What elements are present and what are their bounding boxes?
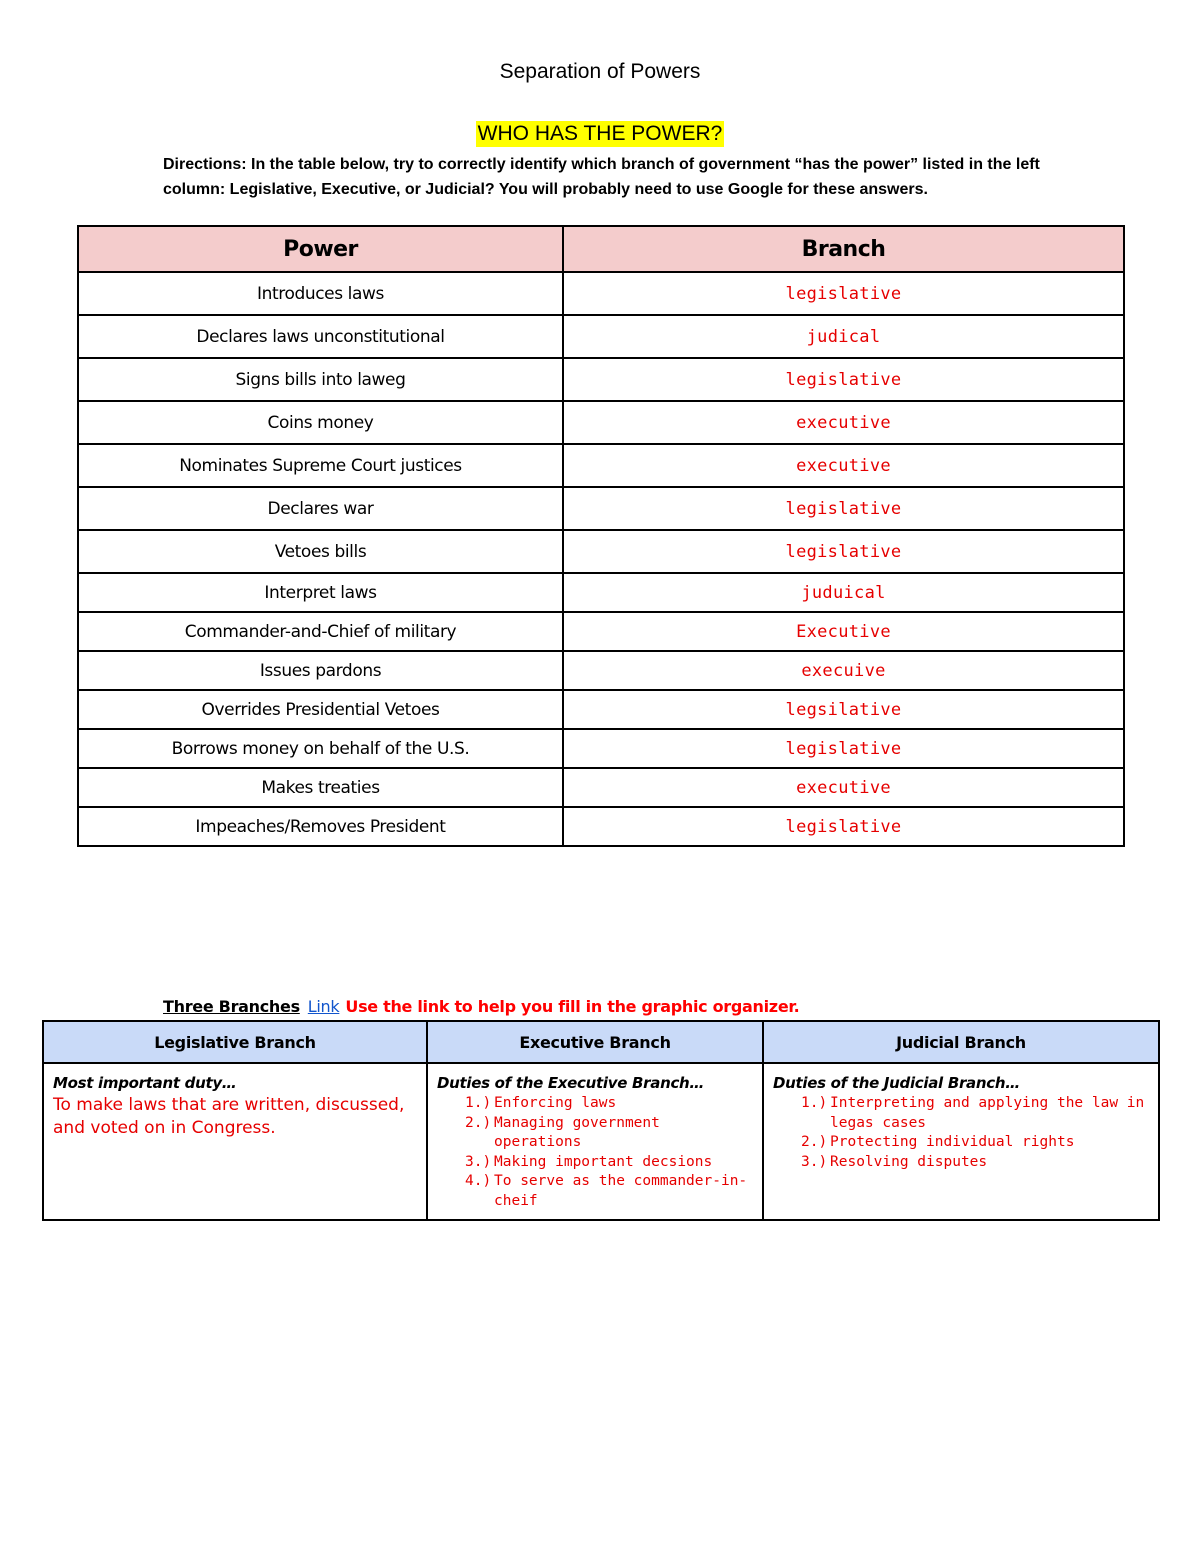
table-row xyxy=(78,768,1124,807)
branch-answer-cell[interactable]: execuive xyxy=(563,651,1124,690)
power-cell: Coins money xyxy=(78,401,563,444)
judicial-duties-list xyxy=(773,1094,1150,1172)
list-item-text: Interpreting and applying the law in legas cases xyxy=(830,1095,1145,1131)
list-number: 2.) xyxy=(465,1114,492,1131)
branches-link[interactable]: Link xyxy=(307,997,340,1016)
graphic-organizer-table xyxy=(42,1020,1160,1221)
document-title: Separation of Powers xyxy=(499,60,701,83)
branch-answer-cell[interactable]: Executive xyxy=(563,612,1124,651)
power-cell: Signs bills into laweg xyxy=(78,358,563,401)
legislative-branch-header: Legislative Branch xyxy=(43,1021,427,1063)
subtitle-wrapper xyxy=(0,121,1200,147)
legislative-cell-heading: Most important duty… xyxy=(53,1074,237,1092)
judicial-branch-header: Judicial Branch xyxy=(763,1021,1159,1063)
table-row xyxy=(78,612,1124,651)
organizer-instruction: Use the link to help you fill in the graphic organizer. xyxy=(345,997,800,1016)
branch-answer-cell[interactable]: executive xyxy=(563,768,1124,807)
executive-branch-header: Executive Branch xyxy=(427,1021,763,1063)
list-item-text: Making important decsions xyxy=(494,1153,713,1170)
directions-text: Directions: In the table below, try to correctly identify which branch of government “has the power” listed in the left column: Legislative, Executive, or Judicial? You will probably need to use Google for these answers. xyxy=(163,156,1040,198)
table-row xyxy=(78,272,1124,315)
list-item xyxy=(437,1114,754,1153)
branch-answer-cell[interactable]: judical xyxy=(563,315,1124,358)
branch-answer-cell[interactable]: legsilative xyxy=(563,690,1124,729)
table-row xyxy=(78,651,1124,690)
list-number: 1.) xyxy=(801,1095,828,1111)
powers-table xyxy=(77,225,1125,847)
table-row xyxy=(78,358,1124,401)
power-cell: Interpret laws xyxy=(78,573,563,612)
branch-answer-cell[interactable]: executive xyxy=(563,401,1124,444)
list-item xyxy=(437,1094,754,1114)
three-branches-label: Three Branches xyxy=(163,997,300,1016)
branch-answer-cell[interactable]: legislative xyxy=(563,729,1124,768)
power-cell: Declares laws unconstitutional xyxy=(78,315,563,358)
list-number: 3.) xyxy=(801,1153,828,1170)
power-cell: Impeaches/Removes President xyxy=(78,807,563,846)
list-item xyxy=(773,1133,1150,1153)
power-cell: Introduces laws xyxy=(78,272,563,315)
list-item xyxy=(773,1094,1150,1133)
list-number: 4.) xyxy=(465,1173,492,1189)
power-cell: Issues pardons xyxy=(78,651,563,690)
power-cell: Commander-and-Chief of military xyxy=(78,612,563,651)
list-item-text: To serve as the commander-in-cheif xyxy=(494,1173,748,1209)
list-item-text: Protecting individual rights xyxy=(830,1134,1075,1150)
judicial-cell[interactable] xyxy=(763,1063,1159,1220)
powers-table-header-row xyxy=(78,226,1124,272)
organizer-header-row xyxy=(43,1021,1159,1063)
list-item xyxy=(437,1172,754,1211)
table-row xyxy=(78,487,1124,530)
list-item-text: Managing government operations xyxy=(494,1114,660,1150)
list-item xyxy=(773,1153,1150,1173)
branch-answer-cell[interactable]: legislative xyxy=(563,530,1124,573)
list-number: 1.) xyxy=(465,1095,492,1111)
judicial-cell-heading: Duties of the Judicial Branch… xyxy=(773,1074,1020,1092)
table-row xyxy=(78,530,1124,573)
branch-answer-cell[interactable]: legislative xyxy=(563,807,1124,846)
power-cell: Declares war xyxy=(78,487,563,530)
table-row xyxy=(78,444,1124,487)
legislative-duty-text: To make laws that are written, discussed, and voted on in Congress. xyxy=(53,1095,405,1138)
table-row xyxy=(78,729,1124,768)
power-cell: Makes treaties xyxy=(78,768,563,807)
branch-answer-cell[interactable]: legislative xyxy=(563,358,1124,401)
power-cell: Overrides Presidential Vetoes xyxy=(78,690,563,729)
table-row xyxy=(78,690,1124,729)
executive-duties-list xyxy=(437,1094,754,1211)
highlighted-subtitle: WHO HAS THE POWER? xyxy=(477,122,723,145)
branch-answer-cell[interactable]: juduical xyxy=(563,573,1124,612)
executive-cell[interactable] xyxy=(427,1063,763,1220)
branches-heading xyxy=(163,997,799,1016)
power-cell: Borrows money on behalf of the U.S. xyxy=(78,729,563,768)
power-cell: Vetoes bills xyxy=(78,530,563,573)
table-row xyxy=(78,573,1124,612)
branch-answer-cell[interactable]: executive xyxy=(563,444,1124,487)
branch-answer-cell[interactable]: legislative xyxy=(563,487,1124,530)
organizer-content-row xyxy=(43,1063,1159,1220)
legislative-cell[interactable] xyxy=(43,1063,427,1220)
power-column-header: Power xyxy=(78,226,563,272)
branch-answer-cell[interactable]: legislative xyxy=(563,272,1124,315)
branch-column-header: Branch xyxy=(563,226,1124,272)
list-number: 2.) xyxy=(801,1134,828,1150)
power-cell: Nominates Supreme Court justices xyxy=(78,444,563,487)
table-row xyxy=(78,315,1124,358)
table-row xyxy=(78,401,1124,444)
executive-cell-heading: Duties of the Executive Branch… xyxy=(437,1074,705,1092)
list-item xyxy=(437,1153,754,1173)
list-item-text: Resolving disputes xyxy=(830,1153,988,1170)
list-item-text: Enforcing laws xyxy=(494,1095,617,1111)
list-number: 3.) xyxy=(465,1153,492,1170)
table-row xyxy=(78,807,1124,846)
